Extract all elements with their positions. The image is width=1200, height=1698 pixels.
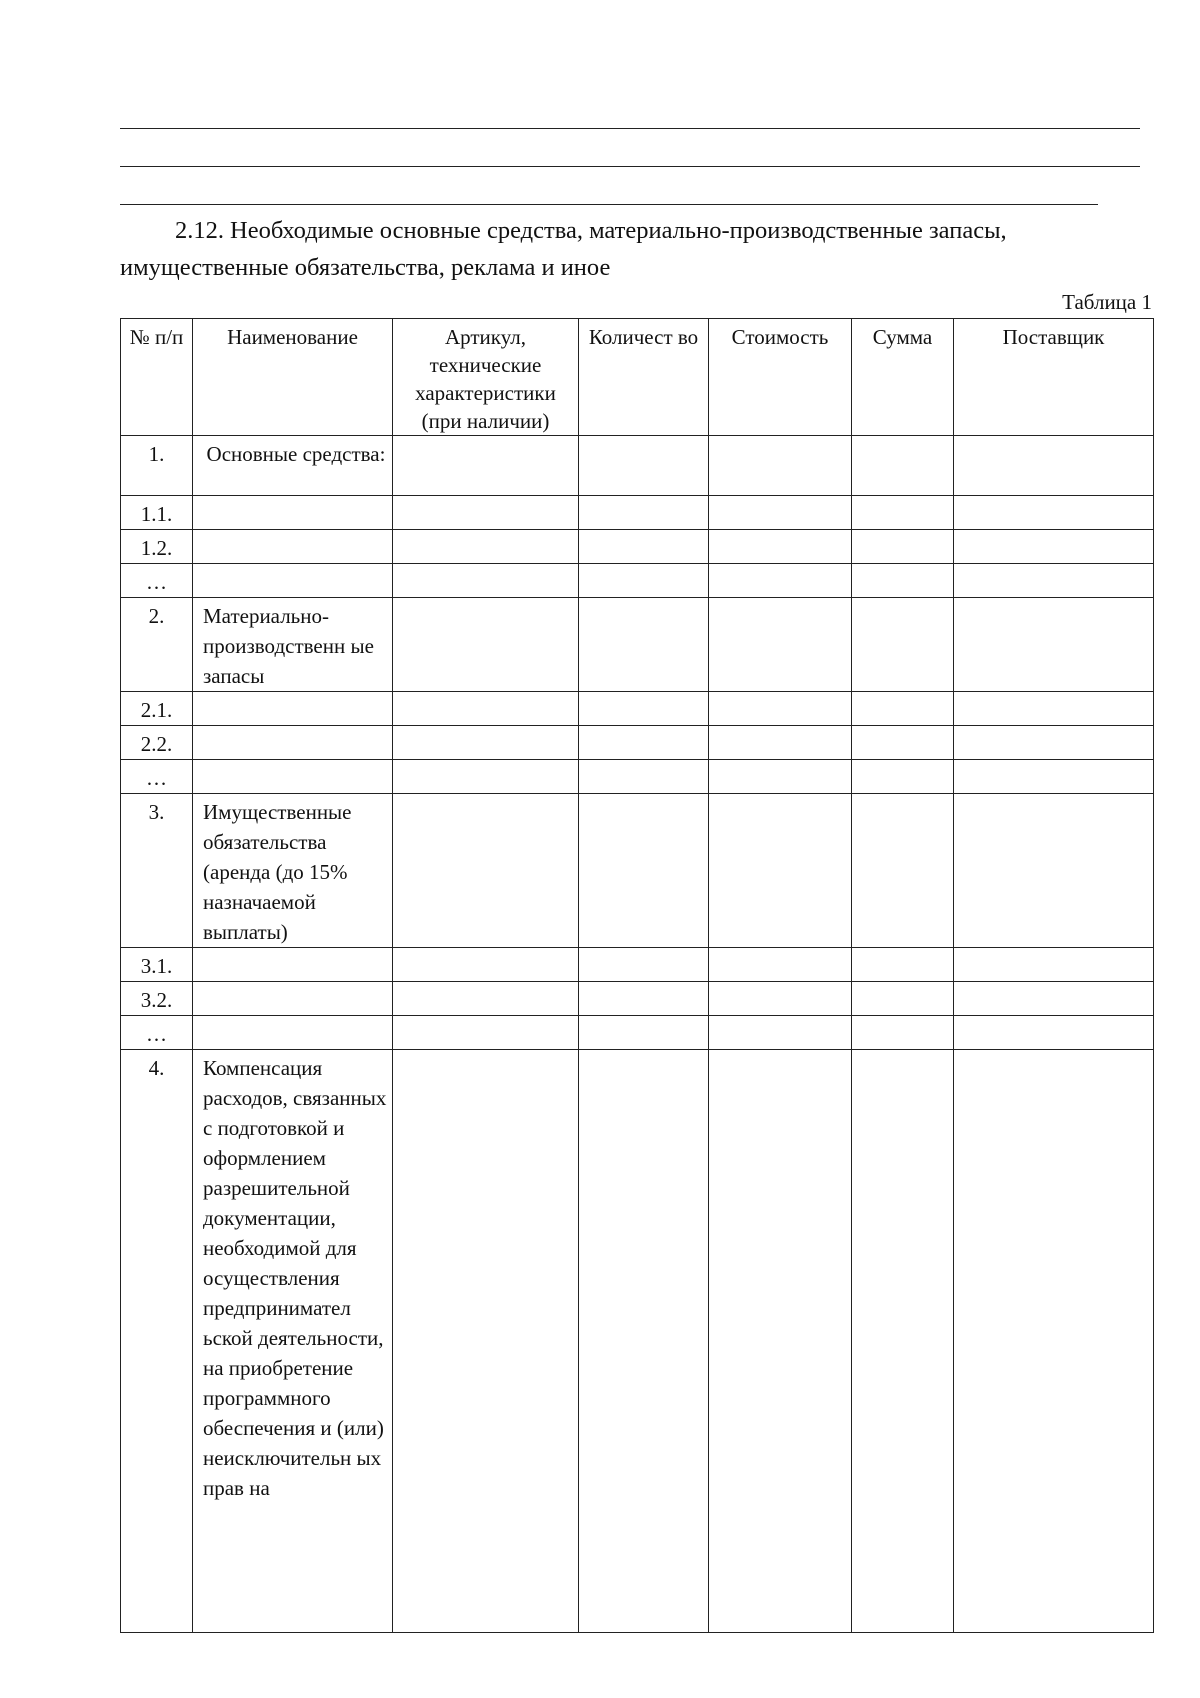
cell-supplier[interactable] [954,726,1154,760]
table-row [121,496,1154,530]
row-number: 2.2. [121,726,193,760]
cell-quantity[interactable] [579,982,709,1016]
table-row [121,1016,1154,1050]
cell-supplier[interactable] [954,760,1154,794]
row-name[interactable] [193,948,393,982]
cell-cost[interactable] [709,982,852,1016]
header-cost: Стоимость [709,319,852,436]
cell-sum[interactable] [852,598,954,692]
row-name[interactable] [193,496,393,530]
cell-sum[interactable] [852,496,954,530]
cell-article[interactable] [393,496,579,530]
cell-cost[interactable] [709,598,852,692]
cell-quantity[interactable] [579,436,709,496]
row-number: … [121,564,193,598]
table-row [121,436,1154,496]
cell-cost[interactable] [709,794,852,948]
cell-sum[interactable] [852,564,954,598]
cell-supplier[interactable] [954,564,1154,598]
cell-supplier[interactable] [954,1050,1154,1633]
cell-supplier[interactable] [954,794,1154,948]
header-supplier: Поставщик [954,319,1154,436]
cell-cost[interactable] [709,760,852,794]
cell-cost[interactable] [709,436,852,496]
row-name: Основные средства: [193,436,393,496]
row-name: Материально-производственн ые запасы [193,598,393,692]
table-row [121,530,1154,564]
cell-sum[interactable] [852,530,954,564]
cell-supplier[interactable] [954,530,1154,564]
cell-sum[interactable] [852,1050,954,1633]
table-row [121,692,1154,726]
row-name: Компенсация расходов, связанных с подготовкой и оформлением разрешительной документации, необходимой для осуществления предпринимател ьской деятельности, на приобретение программного обеспечения и (или) неисключительн ых прав на [193,1050,393,1633]
cell-quantity[interactable] [579,496,709,530]
row-number: … [121,1016,193,1050]
cell-supplier[interactable] [954,436,1154,496]
cell-cost[interactable] [709,726,852,760]
header-num: № п/п [121,319,193,436]
table-row [121,564,1154,598]
cell-supplier[interactable] [954,692,1154,726]
cell-article[interactable] [393,726,579,760]
row-name[interactable] [193,1016,393,1050]
blank-line-2 [120,166,1140,167]
cell-quantity[interactable] [579,760,709,794]
blank-line-1 [120,128,1140,129]
cell-article[interactable] [393,692,579,726]
cell-article[interactable] [393,1016,579,1050]
row-name: Имущественные обязательства (аренда (до 15% назначаемой выплаты) [193,794,393,948]
row-number: 3.1. [121,948,193,982]
row-number: 4. [121,1050,193,1633]
cell-quantity[interactable] [579,598,709,692]
table-caption: Таблица 1 [1062,290,1152,314]
cell-sum[interactable] [852,692,954,726]
cell-cost[interactable] [709,1016,852,1050]
cell-sum[interactable] [852,794,954,948]
cell-quantity[interactable] [579,726,709,760]
header-quantity: Количест во [579,319,709,436]
row-name[interactable] [193,982,393,1016]
cell-sum[interactable] [852,948,954,982]
cell-article[interactable] [393,530,579,564]
cell-cost[interactable] [709,564,852,598]
cell-supplier[interactable] [954,948,1154,982]
cell-sum[interactable] [852,436,954,496]
cell-cost[interactable] [709,1050,852,1633]
cell-quantity[interactable] [579,948,709,982]
cell-cost[interactable] [709,496,852,530]
cell-cost[interactable] [709,530,852,564]
row-name[interactable] [193,530,393,564]
cell-cost[interactable] [709,948,852,982]
cell-supplier[interactable] [954,598,1154,692]
cell-supplier[interactable] [954,982,1154,1016]
row-number: 1.2. [121,530,193,564]
row-number: 2.1. [121,692,193,726]
cell-quantity[interactable] [579,1016,709,1050]
cell-supplier[interactable] [954,496,1154,530]
table-row [121,1050,1154,1633]
table-row [121,948,1154,982]
blank-line-3 [120,204,1098,205]
cell-sum[interactable] [852,760,954,794]
cell-quantity[interactable] [579,794,709,948]
cell-article[interactable] [393,1050,579,1633]
cell-quantity[interactable] [579,692,709,726]
cell-article[interactable] [393,436,579,496]
row-number: 3. [121,794,193,948]
table-header-row [121,319,1154,436]
section-heading [120,212,1165,286]
cell-article[interactable] [393,760,579,794]
cell-sum[interactable] [852,982,954,1016]
table-row [121,982,1154,1016]
row-name[interactable] [193,760,393,794]
section-title: Необходимые основные средства, материально-производственные запасы, имущественные обязательства, реклама и иное [120,217,1007,281]
cell-quantity[interactable] [579,564,709,598]
cell-quantity[interactable] [579,530,709,564]
table-row [121,794,1154,948]
header-name: Наименование [193,319,393,436]
row-number: 3.2. [121,982,193,1016]
row-name[interactable] [193,692,393,726]
cell-sum[interactable] [852,726,954,760]
row-number: … [121,760,193,794]
row-name[interactable] [193,726,393,760]
cell-article[interactable] [393,598,579,692]
cell-supplier[interactable] [954,1016,1154,1050]
section-number: 2.12. [175,217,224,244]
header-sum: Сумма [852,319,954,436]
row-number: 1. [121,436,193,496]
resources-table [120,318,1154,1633]
cell-article[interactable] [393,948,579,982]
cell-article[interactable] [393,564,579,598]
cell-sum[interactable] [852,1016,954,1050]
table-row [121,726,1154,760]
header-article: Артикул, технические характеристики (при наличии) [393,319,579,436]
row-name[interactable] [193,564,393,598]
cell-quantity[interactable] [579,1050,709,1633]
cell-article[interactable] [393,982,579,1016]
cell-cost[interactable] [709,692,852,726]
cell-article[interactable] [393,794,579,948]
row-number: 2. [121,598,193,692]
table-row [121,598,1154,692]
table-row [121,760,1154,794]
row-number: 1.1. [121,496,193,530]
